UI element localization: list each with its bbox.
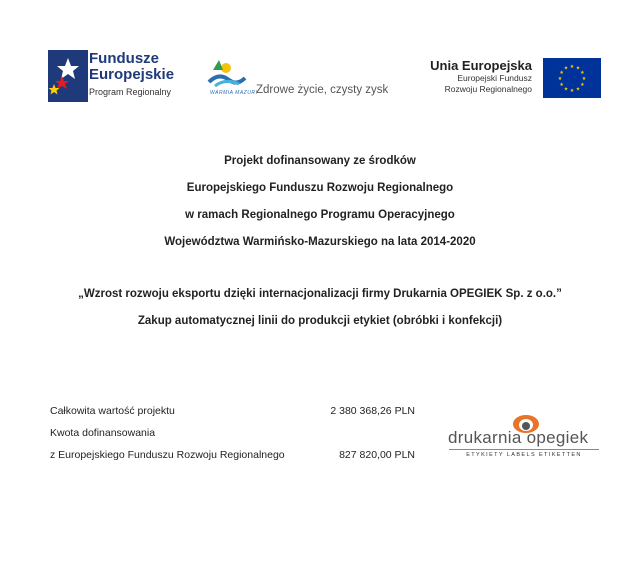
eu-star-icon: ★ [559, 70, 564, 76]
fe-line3: Program Regionalny [89, 87, 172, 97]
total-value-label: Całkowita wartość projektu [50, 405, 175, 417]
eu-star-icon: ★ [557, 76, 563, 82]
ue-line1: Unia Europejska [430, 58, 532, 73]
grant-label-2: z Europejskiego Funduszu Rozwoju Regionalnego [50, 449, 285, 461]
ue-line3: Rozwoju Regionalnego [444, 84, 532, 94]
total-value: 2 380 368,26 PLN [330, 405, 415, 417]
eu-star-icon: ★ [575, 86, 581, 93]
unia-europejska-text [420, 58, 532, 95]
fundusze-europejskie-logo [48, 50, 88, 102]
project-line-3: w ramach Regionalnego Programu Operacyjnego [185, 209, 455, 221]
eu-star-icon: ★ [580, 70, 585, 76]
eu-star-icon: ★ [563, 86, 569, 93]
opegiek-name: drukarnia opegiek [448, 428, 589, 447]
eu-star-icon: ★ [569, 64, 575, 70]
warmia-slogan: Zdrowe życie, czysty zysk [256, 84, 389, 96]
opegiek-divider [449, 449, 599, 450]
eu-star-icon: ★ [581, 76, 587, 82]
project-line-1: Projekt dofinansowany ze środków [224, 155, 416, 167]
warmia-mazury-logo [205, 56, 247, 94]
project-title: „Wzrost rozwoju eksportu dzięki internacjonalizacji firmy Drukarnia OPEGIEK Sp. z o.o.” [78, 288, 562, 300]
ue-line2: Europejski Fundusz [457, 73, 532, 83]
warmia-mazury-logo-text: WARMIA MAZURY [210, 90, 260, 96]
project-subtitle: Zakup automatycznej linii do produkcji etykiet (obróbki i konfekcji) [137, 315, 503, 327]
fe-line1: Fundusze [89, 50, 159, 67]
eu-star-icon: ★ [569, 88, 575, 94]
eu-star-icon: ★ [559, 82, 564, 88]
opegiek-tagline: ETYKIETY LABELS ETIKETTEN [466, 452, 582, 458]
eu-star-icon: ★ [580, 82, 585, 88]
eu-star-icon: ★ [575, 65, 581, 72]
eu-star-icon: ★ [563, 65, 569, 72]
grant-value: 827 820,00 PLN [339, 449, 415, 461]
fundusze-europejskie-text [89, 51, 174, 97]
grant-label-1: Kwota dofinansowania [50, 427, 156, 439]
fe-line2: Europejskie [89, 66, 175, 83]
project-line-4: Województwa Warmińsko-Mazurskiego na lata 2014-2020 [164, 236, 476, 248]
project-line-2: Europejskiego Funduszu Rozwoju Regionalnego [186, 182, 454, 194]
eu-flag-icon [543, 58, 601, 98]
